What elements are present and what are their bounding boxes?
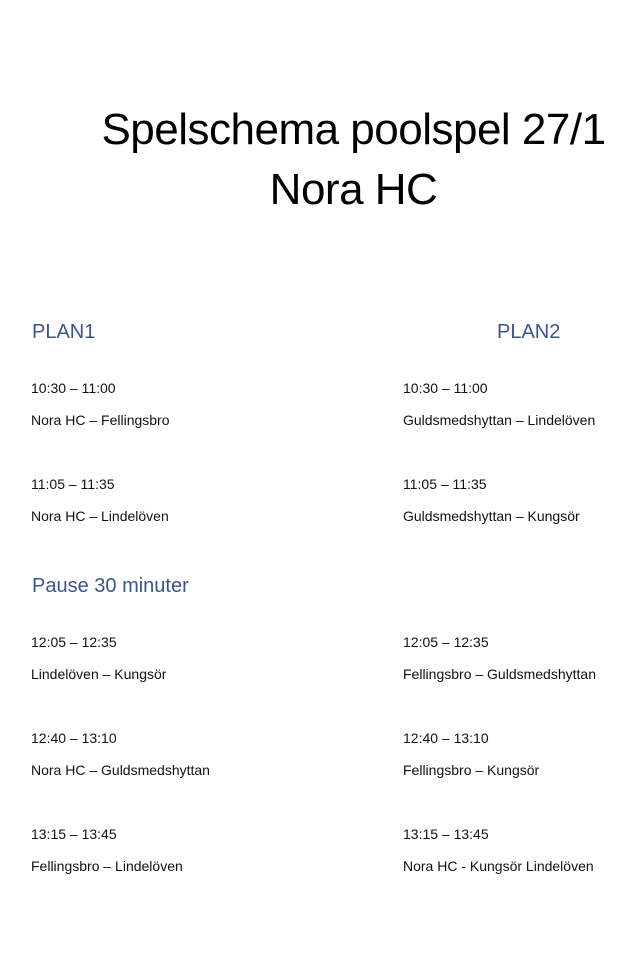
- plan2-match-1: Guldsmedshyttan – Lindelöven: [403, 412, 596, 428]
- plan2-match-3: Fellingsbro – Guldsmedshyttan: [403, 666, 596, 682]
- plan1-match-4: Nora HC – Guldsmedshyttan: [31, 762, 210, 778]
- plan1-time-5: 13:15 – 13:45: [31, 826, 117, 842]
- plan1-time-2: 11:05 – 11:35: [31, 476, 115, 492]
- plan1-time-4: 12:40 – 13:10: [31, 730, 117, 746]
- page-subtitle: Nora HC: [269, 165, 438, 214]
- pause-heading: Pause 30 minuter: [32, 575, 189, 597]
- plan2-time-4: 12:40 – 13:10: [403, 730, 489, 746]
- plan2-time-3: 12:05 – 12:35: [403, 634, 489, 650]
- page-title: Spelschema poolspel 27/1: [101, 105, 606, 154]
- plan1-heading: PLAN1: [32, 321, 96, 343]
- plan1-match-5: Fellingsbro – Lindelöven: [31, 858, 183, 874]
- plan2-heading: PLAN2: [497, 321, 561, 343]
- plan2-match-4: Fellingsbro – Kungsör: [403, 762, 540, 778]
- plan1-match-3: Lindelöven – Kungsör: [31, 666, 167, 682]
- plan2-match-5: Nora HC - Kungsör Lindelöven: [403, 858, 594, 874]
- plan2-match-2: Guldsmedshyttan – Kungsör: [403, 508, 580, 524]
- plan1-time-3: 12:05 – 12:35: [31, 634, 117, 650]
- plan1-match-1: Nora HC – Fellingsbro: [31, 412, 170, 428]
- plan1-match-2: Nora HC – Lindelöven: [31, 508, 169, 524]
- plan1-time-1: 10:30 – 11:00: [31, 380, 116, 396]
- plan2-time-2: 11:05 – 11:35: [403, 476, 487, 492]
- plan2-time-1: 10:30 – 11:00: [403, 380, 488, 396]
- plan2-time-5: 13:15 – 13:45: [403, 826, 489, 842]
